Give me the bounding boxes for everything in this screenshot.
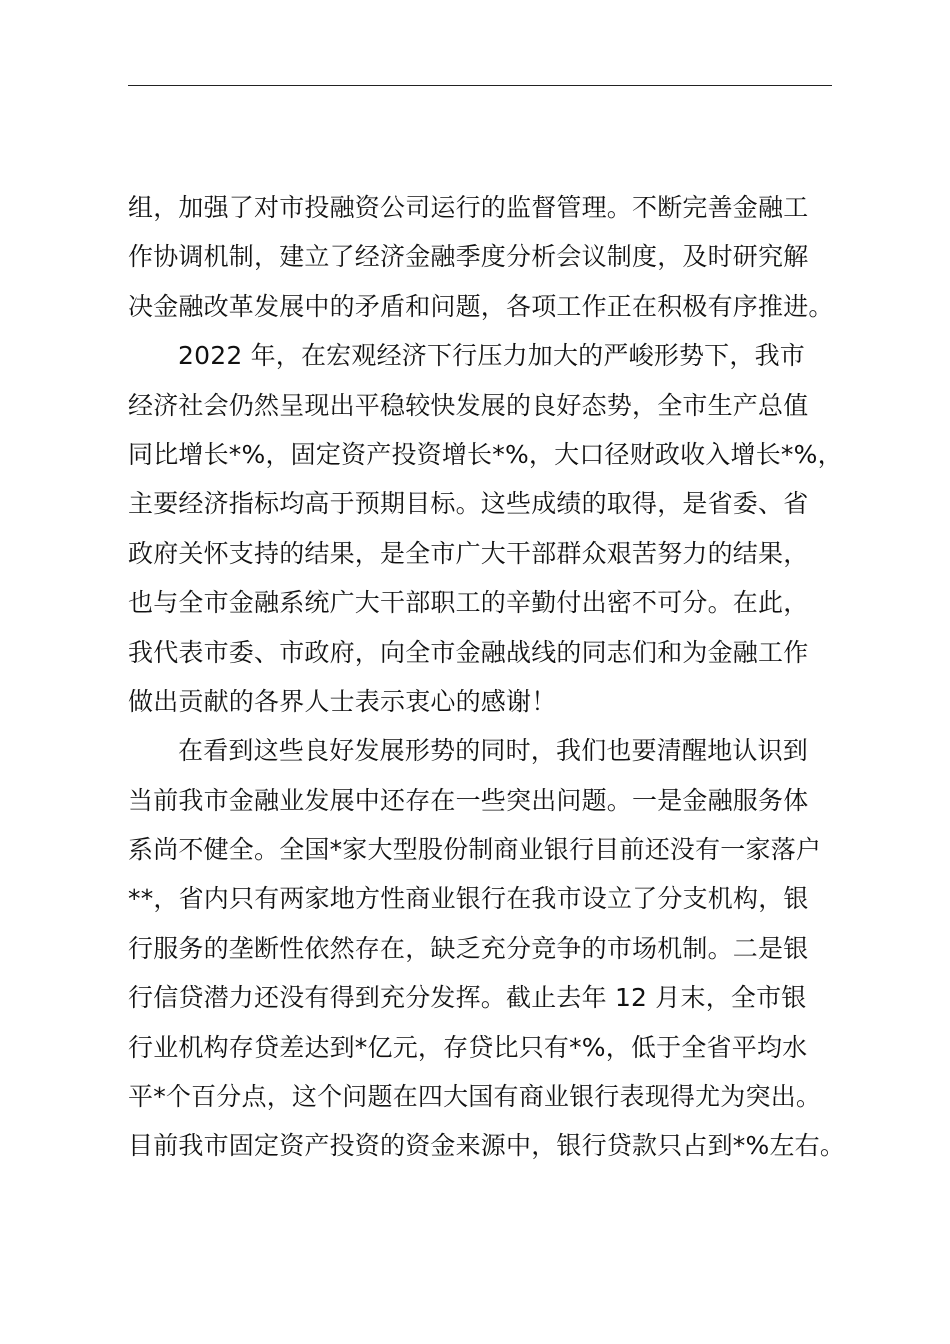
text-line: 行业机构存贷差达到*亿元，存贷比只有*%，低于全省平均水 [128, 1032, 808, 1062]
text-line: 平*个百分点，这个问题在四大国有商业银行表现得尤为突出。 [128, 1082, 822, 1112]
text-line: 行服务的垄断性依然存在，缺乏充分竞争的市场机制。二是银 [128, 933, 809, 963]
text-line: 主要经济指标均高于预期目标。这些成绩的取得，是省委、省 [128, 489, 809, 519]
text-line: 系尚不健全。全国*家大型股份制商业银行目前还没有一家落户 [128, 835, 822, 865]
paragraph-first-line: 在看到这些良好发展形势的同时，我们也要清醒地认识到 [178, 736, 809, 766]
document-body [128, 183, 858, 1171]
text-line: 政府关怀支持的结果，是全市广大干部群众艰苦努力的结果， [128, 538, 809, 568]
paragraph-first-line: 2022 年，在宏观经济下行压力加大的严峻形势下，我市 [178, 341, 805, 371]
text-line: 作协调机制，建立了经济金融季度分析会议制度，及时研究解 [128, 242, 809, 272]
text-line: 行信贷潜力还没有得到充分发挥。截止去年 12 月末，全市银 [128, 983, 807, 1013]
text-line: 做出贡献的各界人士表示衷心的感谢！ [128, 686, 557, 716]
text-line: **，省内只有两家地方性商业银行在我市设立了分支机构，银 [128, 884, 809, 914]
text-line: 当前我市金融业发展中还存在一些突出问题。一是金融服务体 [128, 785, 809, 815]
text-line: 目前我市固定资产投资的资金来源中，银行贷款只占到*%左右。 [128, 1131, 846, 1161]
text-line: 组，加强了对市投融资公司运行的监督管理。不断完善金融工 [128, 193, 809, 222]
text-line: 也与全市金融系统广大干部职工的辛勤付出密不可分。在此， [128, 588, 809, 618]
header-rule [128, 85, 832, 86]
text-line: 我代表市委、市政府，向全市金融战线的同志们和为金融工作 [128, 637, 809, 667]
text-line: 同比增长*%，固定资产投资增长*%，大口径财政收入增长*%， [128, 439, 843, 469]
text-line: 决金融改革发展中的矛盾和问题，各项工作正在积极有序推进。 [128, 291, 834, 321]
text-line: 经济社会仍然呈现出平稳较快发展的良好态势，全市生产总值 [128, 390, 809, 420]
